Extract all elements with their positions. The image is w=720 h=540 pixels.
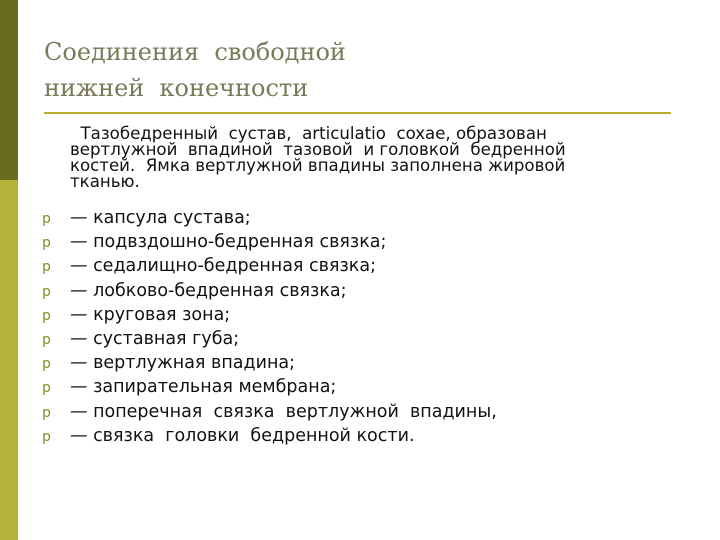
list-item <box>42 303 497 327</box>
list-item-text: — седалищно-бедренная связка; <box>70 256 376 277</box>
list-item <box>42 206 497 230</box>
slide-title <box>44 34 346 106</box>
sidebar-dark-band <box>0 0 18 180</box>
list-item <box>42 230 497 254</box>
title-line: Соединения свободной <box>44 38 346 66</box>
list-item <box>42 424 497 448</box>
bullet-icon: p <box>42 428 51 445</box>
list-item <box>42 327 497 351</box>
list-item-text: — лобково-бедренная связка; <box>70 280 347 301</box>
sidebar-light-band <box>0 180 18 540</box>
list-item-text: — круговая зона; <box>70 304 231 325</box>
list-item-text: — связка головки бедренной кости. <box>70 425 415 446</box>
bullet-icon: p <box>42 404 51 421</box>
bullet-icon: p <box>42 380 51 397</box>
list-item <box>42 375 497 399</box>
list-item <box>42 254 497 278</box>
intro-paragraph <box>70 126 670 190</box>
bullet-icon: p <box>42 211 51 227</box>
list-item-text: — вертлужная впадина; <box>70 353 296 374</box>
bullet-icon: p <box>42 259 51 276</box>
list-item <box>42 351 497 375</box>
intro-line: тканью. <box>70 172 140 191</box>
title-line: нижней конечности <box>44 74 309 102</box>
bullet-icon: p <box>42 283 51 300</box>
title-underline <box>44 112 671 114</box>
list-item-text: — запирательная мембрана; <box>70 377 337 398</box>
intro-line: Тазобедренный сустав, articulatio coxae, образован <box>70 124 547 143</box>
ligament-list <box>42 206 497 448</box>
list-item <box>42 279 497 303</box>
intro-line: костей. Ямка вертлужной впадины заполнена жировой <box>70 156 566 175</box>
bullet-icon: p <box>42 356 51 373</box>
list-item <box>42 400 497 424</box>
list-item-text: — капсула сустава; <box>70 208 251 228</box>
list-item-text: — подвздошно-бедренная связка; <box>70 232 387 253</box>
bullet-icon: p <box>42 331 51 348</box>
intro-line: вертлужной впадиной тазовой и головкой бедренной <box>70 140 566 159</box>
list-item-text: — суставная губа; <box>70 328 240 349</box>
list-item-text: — поперечная связка вертлужной впадины, <box>70 401 497 422</box>
bullet-icon: p <box>42 307 51 324</box>
bullet-icon: p <box>42 235 51 252</box>
